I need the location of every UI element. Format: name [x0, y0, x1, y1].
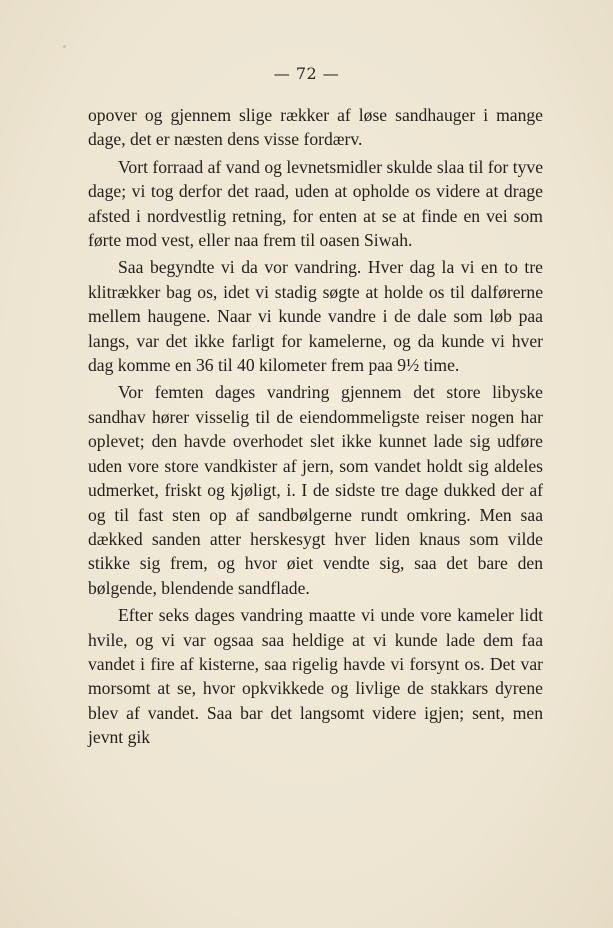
paper-speck — [63, 45, 66, 48]
page-number: — 72 — — [273, 64, 340, 83]
paragraph-1: opover og gjennem slige rækker af løse sandhauger i mange dage, det er næsten dens visse fordærv. — [88, 105, 543, 150]
paragraph-3: Saa begyndte vi da vor vandring. Hver dag la vi en to tre klitrækker bag os, idet vi stadig søgte at holde os til dalførerne mellem haugene. Naar vi kunde vandre i de dale som løb paa langs, var det ikke farligt for kamelerne, og da kunde vi hver dag komme en 36 til 40 kilometer frem paa 9½ time. — [88, 257, 543, 376]
paragraph-5: Efter seks dages vandring maatte vi unde vore kameler lidt hvile, og vi var ogsaa saa heldige at vi kunde lade dem faa vandet i fire af kisterne, saa rigelig havde vi forsynt os. Det var morsomt at se, hvor opkvikkede og livlige de stakkars dyrene blev af vandet. Saa bar det langsomt videre igjen; sent, men jevnt gik — [88, 605, 543, 748]
paragraph-4: Vor femten dages vandring gjennem det store libyske sandhav hører visselig til de eiendommeligste reiser nogen har oplevet; den havde overhodet slet ikke kunnet lade sig udføre uden vore store vandkister af jern, som vandet holdt sig aldeles udmerket, friskt og kjøligt, i. I de sidste tre dage dukked der af og til fast sten op af sandbølgerne rundt omkring. Men saa dækked sanden atter herskesygt hver liden knaus som vilde stikke sig frem, og hvor øiet vendte sig, saa det bare den bølgende, blendende sandflade. — [88, 382, 543, 598]
body-text — [88, 103, 543, 753]
paragraph-2: Vort forraad af vand og levnetsmidler skulde slaa til for tyve dage; vi tog derfor det raad, uden at opholde os videre at drage afsted i nordvestlig retning, for enten at se at finde en vei som førte mod vest, eller naa frem til oasen Siwah. — [88, 156, 543, 251]
